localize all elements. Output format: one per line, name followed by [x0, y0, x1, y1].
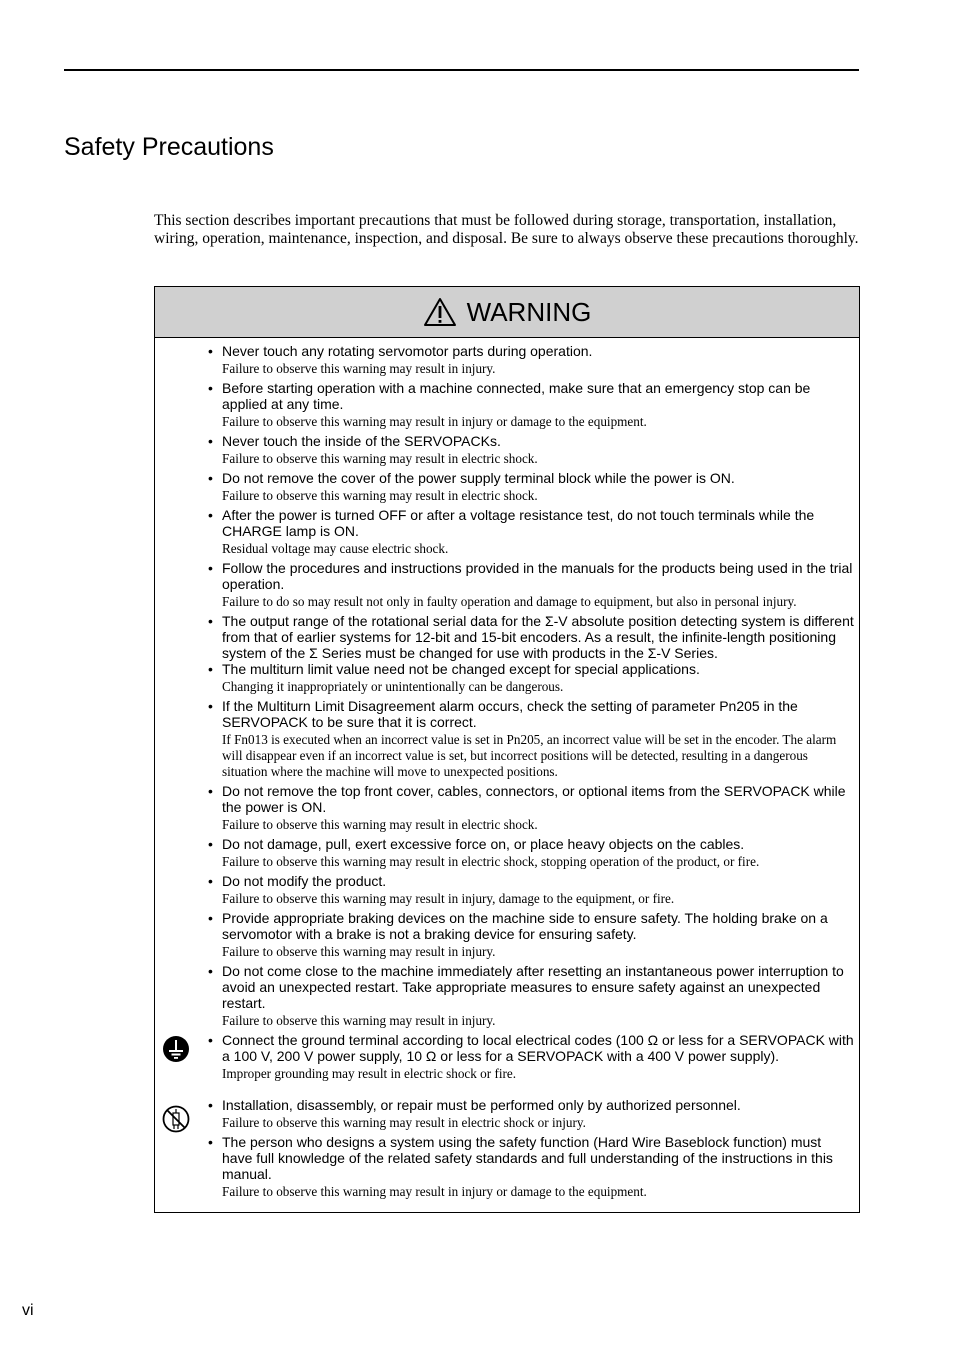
warning-consequence: Residual voltage may cause electric shock.: [222, 541, 449, 556]
warning-consequence: Failure to observe this warning may result in electric shock or injury.: [222, 1115, 586, 1130]
warning-text: • The output range of the rotational serial data for the Σ-V absolute position detecting system is different from that of earlier systems for 12-bit and 15-bit encoders. As a result, the infinite-length positioning system of the Σ Series must be changed for use with products in the Σ-V Series.: [222, 613, 854, 661]
warning-text: • Do not modify the product.: [222, 873, 387, 889]
warning-text: • The person who designs a system using the safety function (Hard Wire Baseblock function) must have full knowledge of the related safety standards and full understanding of the instructions in this manual.: [222, 1134, 833, 1182]
warning-item: [206, 507, 854, 560]
warning-text: • Never touch the inside of the SERVOPACKs.: [222, 433, 501, 449]
warning-consequence: If Fn013 is executed when an incorrect value is set in Pn205, an incorrect value will be set in the encoder. The alarm will disappear even if an incorrect value is set, but incorrect positions will be detected, resulting in a dangerous situation where the machine will move to unexpected positions.: [222, 732, 837, 779]
warning-item: [206, 560, 854, 613]
warning-consequence: Failure to observe this warning may result in injury.: [222, 944, 496, 959]
warning-header: [155, 287, 859, 338]
warning-item: [206, 963, 854, 1032]
warning-text: • Do not come close to the machine immediately after resetting an instantaneous power interruption to avoid an unexpected restart. Take appropriate measures to ensure safety against an unexpected restart.: [222, 963, 844, 1011]
warning-consequence: Failure to observe this warning may result in electric shock.: [222, 817, 538, 832]
warning-item: [206, 380, 854, 433]
warning-consequence: Failure to do so may result not only in faulty operation and damage to equipment, but also in personal injury.: [222, 594, 797, 609]
page-title: Safety Precautions: [64, 133, 274, 161]
warning-text: • The multiturn limit value need not be changed except for special applications.: [222, 661, 700, 677]
warning-item: [206, 470, 854, 507]
warning-triangle-icon: [423, 297, 457, 327]
warning-consequence: Failure to observe this warning may result in injury.: [222, 361, 496, 376]
warning-text: • Do not remove the cover of the power supply terminal block while the power is ON.: [222, 470, 735, 486]
ground-icon: [162, 1035, 190, 1063]
warning-text: • Connect the ground terminal according to local electrical codes (100 Ω or less for a SERVOPACK with a 100 V, 200 V power supply, 10 Ω or less for a SERVOPACK with a 400 V power supply).: [222, 1032, 854, 1064]
warning-title: WARNING: [466, 296, 592, 327]
no-disassembly-icon: [162, 1105, 190, 1133]
warning-item: [206, 343, 854, 380]
warning-item: [206, 1097, 854, 1134]
warning-consequence: Improper grounding may result in electric shock or fire.: [222, 1066, 517, 1081]
intro-paragraph: This section describes important precautions that must be followed during storage, transportation, installation, wiring, operation, maintenance, inspection, and disposal. Be sure to always observe these precautions thoroughly.: [154, 212, 859, 247]
warning-item: [206, 1134, 854, 1203]
warning-text: • Follow the procedures and instructions provided in the manuals for the products being used in the trial operation.: [222, 560, 853, 592]
warning-item: [206, 783, 854, 836]
warning-consequence: Failure to observe this warning may result in injury or damage to the equipment.: [222, 414, 647, 429]
warning-consequence: Failure to observe this warning may result in injury or damage to the equipment.: [222, 1184, 647, 1199]
warning-text: • Do not damage, pull, exert excessive force on, or place heavy objects on the cables.: [222, 836, 745, 852]
warning-consequence: Failure to observe this warning may result in injury.: [222, 1013, 496, 1028]
warning-text: • Never touch any rotating servomotor parts during operation.: [222, 343, 593, 359]
warning-item: [206, 661, 854, 698]
warning-text: • Do not remove the top front cover, cables, connectors, or optional items from the SERVOPACK while the power is ON.: [222, 783, 846, 815]
warning-item: [206, 1032, 854, 1085]
warning-consequence: Failure to observe this warning may result in electric shock.: [222, 488, 538, 503]
warning-consequence: Failure to observe this warning may result in injury, damage to the equipment, or fire.: [222, 891, 675, 906]
warning-consequence: Failure to observe this warning may result in electric shock, stopping operation of the product, or fire.: [222, 854, 760, 869]
warning-item: [206, 836, 854, 873]
warning-item: [206, 613, 854, 661]
warning-text: • After the power is turned OFF or after a voltage resistance test, do not touch terminals while the CHARGE lamp is ON.: [222, 507, 815, 539]
warning-text: • If the Multiturn Limit Disagreement alarm occurs, check the setting of parameter Pn205 in the SERVOPACK to be sure that it is correct.: [222, 698, 798, 730]
warning-text: • Before starting operation with a machine connected, make sure that an emergency stop can be applied at any time.: [222, 380, 811, 412]
warning-list: [206, 343, 854, 1203]
warning-item: [206, 698, 854, 783]
warning-text: • Provide appropriate braking devices on the machine side to ensure safety. The holding brake on a servomotor with a brake is not a braking device for ensuring safety.: [222, 910, 828, 942]
warning-consequence: Failure to observe this warning may result in electric shock.: [222, 451, 538, 466]
top-rule: [64, 69, 859, 71]
warning-item: [206, 873, 854, 910]
warning-text: • Installation, disassembly, or repair must be performed only by authorized personnel.: [222, 1097, 741, 1113]
warning-item: [206, 433, 854, 470]
warning-consequence: Changing it inappropriately or unintentionally can be dangerous.: [222, 679, 564, 694]
page-number: vi: [22, 1302, 34, 1319]
warning-box: [154, 286, 860, 1213]
warning-item: [206, 910, 854, 963]
